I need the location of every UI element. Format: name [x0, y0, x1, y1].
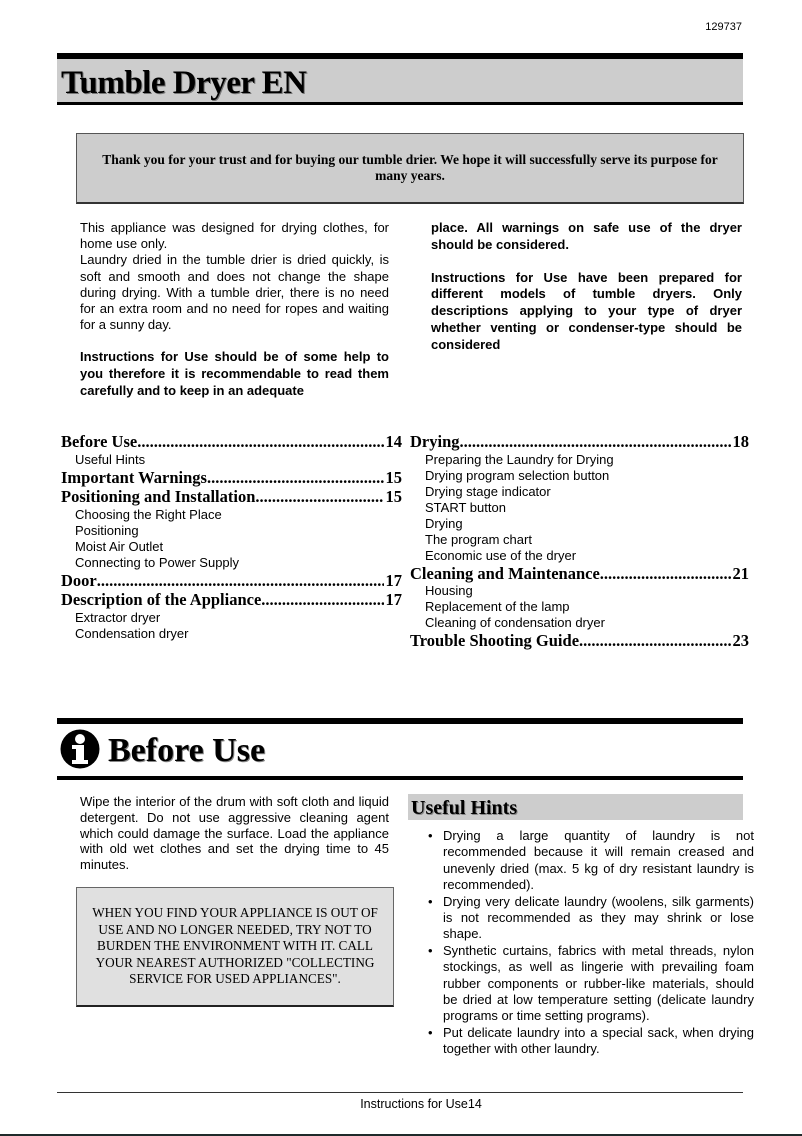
toc-subentry[interactable]: Positioning [75, 522, 139, 538]
toc-entry-before-use[interactable]: Before Use ..... 14 [61, 432, 402, 452]
bullet-icon: • [428, 1024, 433, 1040]
useful-hints-list [424, 828, 754, 1058]
toc-subentry[interactable]: Drying stage indicator [425, 483, 551, 499]
toc-entry-important-warnings[interactable]: Important Warnings ..... 15 [61, 468, 402, 488]
page-title: Tumble Dryer EN [61, 65, 307, 101]
before-use-text: Wipe the interior of the drum with soft cloth and liquid detergent. Do not use aggressive cleaning agent which could damage the surface. Load the appliance with old wet clothes and set the drying time to 45 minutes. [80, 794, 389, 873]
toc-left-column [61, 432, 402, 642]
toc-subentry[interactable]: Extractor dryer [75, 609, 161, 625]
toc-subentry[interactable]: Housing [425, 583, 473, 598]
toc-subentry[interactable]: Drying [425, 515, 463, 531]
toc-page-number: 21 [732, 563, 749, 583]
toc-page-number: 18 [732, 432, 749, 451]
toc-subentry[interactable]: Cleaning of condensation dryer [425, 615, 605, 630]
bullet-icon: • [428, 828, 433, 843]
title-band [57, 53, 743, 105]
toc-subentry[interactable]: Economic use of the dryer [425, 547, 577, 563]
bullet-icon: • [428, 942, 433, 958]
toc-right-column [410, 432, 749, 651]
page-footer: Instructions for Use14 [360, 1097, 482, 1111]
toc-subentry[interactable]: Drying program selection button [425, 467, 610, 483]
document-number: 129737 [705, 21, 742, 33]
intro-left-column [80, 220, 389, 400]
toc-page-number: 14 [385, 432, 402, 451]
footer-divider [57, 1092, 743, 1093]
toc-entry-cleaning-maintenance[interactable]: Cleaning and Maintenance ..... 21 [410, 564, 749, 584]
useful-hints-heading: Useful Hints [408, 794, 743, 820]
info-icon [60, 729, 100, 769]
toc-page-number: 17 [385, 570, 402, 590]
toc-subentry[interactable]: START button [425, 499, 506, 515]
list-item: • Put delicate laundry into a special sack, when drying together with other laundry. [428, 1024, 754, 1057]
intro-paragraph-3-start: Instructions for Use should be of some help to you therefore it is recommendable to read them carefully and to keep in an adequate [80, 349, 389, 399]
toc-entry-description-appliance[interactable]: Description of the Appliance ..... 17 [61, 590, 402, 610]
toc-page-number: 23 [732, 631, 749, 650]
toc-page-number: 15 [385, 467, 402, 487]
section-heading-before-use: Before Use [108, 732, 266, 769]
toc-subentry[interactable]: Connecting to Power Supply [75, 554, 240, 570]
intro-paragraph-4: Instructions for Use have been prepared for different models of tumble dryers. Only descriptions applying to your type of dryer whether venting or condenser-type should be considered [431, 269, 742, 352]
before-use-section-header [57, 718, 743, 780]
toc-entry-positioning-installation[interactable]: Positioning and Installation ..... 15 [61, 487, 402, 507]
disposal-notice-box: WHEN YOU FIND YOUR APPLIANCE IS OUT OF USE AND NO LONGER NEEDED, TRY NOT TO BURDEN THE ENVIRONMENT WITH IT. CALL YOUR NEAREST AUTHORIZED "COLLECTING SERVICE FOR USED APPLIANCES". [76, 887, 394, 1007]
toc-subentry[interactable]: Condensation dryer [75, 625, 189, 641]
list-item: • Drying very delicate laundry (woolens, silk garments) is not recommended as they may shrink or lose shape. [428, 893, 754, 942]
toc-page-number: 17 [385, 590, 402, 609]
toc-subentry[interactable]: Preparing the Laundry for Drying [425, 451, 614, 467]
intro-right-column [431, 220, 742, 354]
thank-you-box: Thank you for your trust and for buying our tumble drier. We hope it will successfully serve its purpose for many years. [76, 133, 744, 204]
intro-paragraph-2: Laundry dried in the tumble drier is dried quickly, is soft and smooth and does not change the shape during drying. With a tumble drier, there is no need for an extra room and no need for ropes and waiting for a sunny day. [80, 252, 389, 333]
toc-page-number: 15 [385, 487, 402, 506]
intro-paragraph-3-end: place. All warnings on safe use of the dryer should be considered. [431, 220, 742, 252]
toc-subentry[interactable]: Replacement of the lamp [425, 599, 570, 614]
bullet-icon: • [428, 893, 433, 909]
toc-subentry[interactable]: Useful Hints [75, 451, 146, 467]
toc-subentry[interactable]: Moist Air Outlet [75, 538, 164, 554]
list-item: • Synthetic curtains, fabrics with metal threads, nylon stockings, as well as lingerie with prevailing foam rubber components or rubber-like materials, should be dried at low temperature setting (delicate laundry programs or time setting programs). [428, 942, 754, 1024]
toc-entry-drying[interactable]: Drying ..... 18 [410, 432, 749, 452]
toc-subentry[interactable]: Choosing the Right Place [75, 506, 222, 522]
list-item: • Drying a large quantity of laundry is not recommended because it will remain creased and unevenly dried (max. 5 kg of dry resistant laundry is recommended). [428, 828, 754, 893]
toc-entry-trouble-shooting[interactable]: Trouble Shooting Guide ..... 23 [410, 631, 749, 651]
toc-entry-door[interactable]: Door ..... 17 [61, 571, 402, 591]
intro-paragraph-1: This appliance was designed for drying clothes, for home use only. [80, 220, 389, 252]
toc-subentry[interactable]: The program chart [425, 531, 532, 547]
